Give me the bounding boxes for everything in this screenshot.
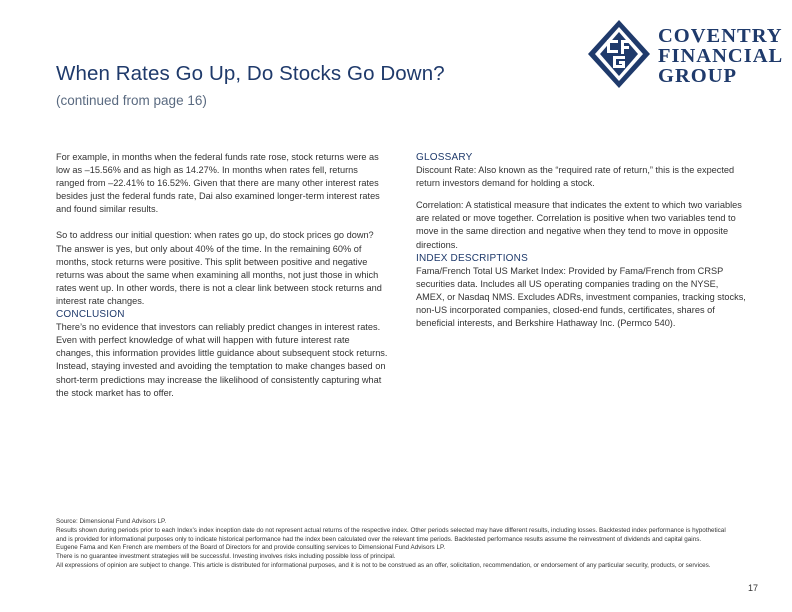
- conclusion-heading: CONCLUSION: [56, 309, 125, 321]
- right-column: [416, 151, 748, 330]
- company-logo: [586, 18, 784, 90]
- logo-line-1: COVENTRY: [658, 25, 783, 47]
- logo-wordmark: [658, 26, 783, 86]
- logo-line-3: GROUP: [658, 65, 738, 87]
- body-paragraph-1: For example, in months when the federal funds rate rose, stock returns were as low as –15.56% and as high as 14.27%. In months when rates fell, returns ranged from –22.41% to 16.52%. Given that there are many other interest rates besides just the federal funds rate, Dai also examined longer-term interest rates and found similar results.: [56, 152, 380, 215]
- footer-disclosures: [56, 518, 736, 571]
- page-title: When Rates Go Up, Do Stocks Go Down?: [56, 62, 445, 85]
- footer-disclaimer-4: All expressions of opinion are subject to change. This article is distributed for informational purposes, and it is not to be construed as an offer, solicitation, recommendation, or endorsement of any particular security, products, or services.: [56, 561, 711, 569]
- cfg-monogram-icon: [586, 18, 652, 90]
- footer-disclaimer-1: Results shown during periods prior to each Index’s index inception date do not represent actual returns of the respective index. Other periods selected may have different results, including losses. Backtested index performance is hypothetical and is provided for informational purposes only to indicate historical performance had the index been calculated over the relevant time periods. Backtested performance results assume the reinvestment of dividends and capital gains.: [56, 526, 726, 543]
- glossary-correlation: Correlation: A statistical measure that indicates the extent to which two variables are related or move together. Correlation is positive when two variables tend to move in the same direction and negative when they tend to move in opposite directions.: [416, 200, 742, 250]
- glossary-discount-rate: Discount Rate: Also known as the “required rate of return,” this is the expected return investors demand for holding a stock.: [416, 165, 735, 189]
- conclusion-text: There’s no evidence that investors can reliably predict changes in interest rates. Even with perfect knowledge of what will happen with future interest rate changes, this information provides little guidance about subsequent stock returns. Instead, staying invested and avoiding the temptation to make changes based on short-term predictions may increase the likelihood of consistently capturing what the stock market has to offer.: [56, 322, 388, 398]
- page-number: 17: [748, 583, 759, 593]
- index-description-text: Fama/French Total US Market Index: Provided by Fama/French from CRSP securities data. Includes all US operating companies trading on the NYSE, AMEX, or Nasdaq NMS. Excludes ADRs, investment companies, tracking stocks, non-US incorporated companies, closed-end funds, certificates, shares of beneficial interests, and Berkshire Hathaway Inc. (Permco 540).: [416, 265, 746, 329]
- logo-line-2: FINANCIAL: [658, 45, 784, 67]
- glossary-heading: GLOSSARY: [416, 152, 473, 163]
- footer-disclaimer-2: Eugene Fama and Ken French are members of the Board of Directors for and provide consulting services to Dimensional Fund Advisors LP.: [56, 544, 446, 552]
- body-paragraph-2: So to address our initial question: when rates go up, do stock prices go down? The answer is yes, but only about 40% of the time. In the remaining 60% of months, stock returns were positive. This split between positive and negative returns was about the same when examining all months, not just those in which rates went up. In other words, there is not a clear link between stock returns and interest rate changes.: [56, 230, 382, 306]
- index-descriptions-heading: INDEX DESCRIPTIONS: [416, 252, 528, 264]
- left-column: [56, 151, 388, 400]
- footer-disclaimer-3: There is no guarantee investment strategies will be successful. Investing involves risks including possible loss of principal.: [56, 553, 396, 561]
- footer-source: Source: Dimensional Fund Advisors LP.: [56, 518, 167, 525]
- page-subtitle: (continued from page 16): [56, 93, 207, 108]
